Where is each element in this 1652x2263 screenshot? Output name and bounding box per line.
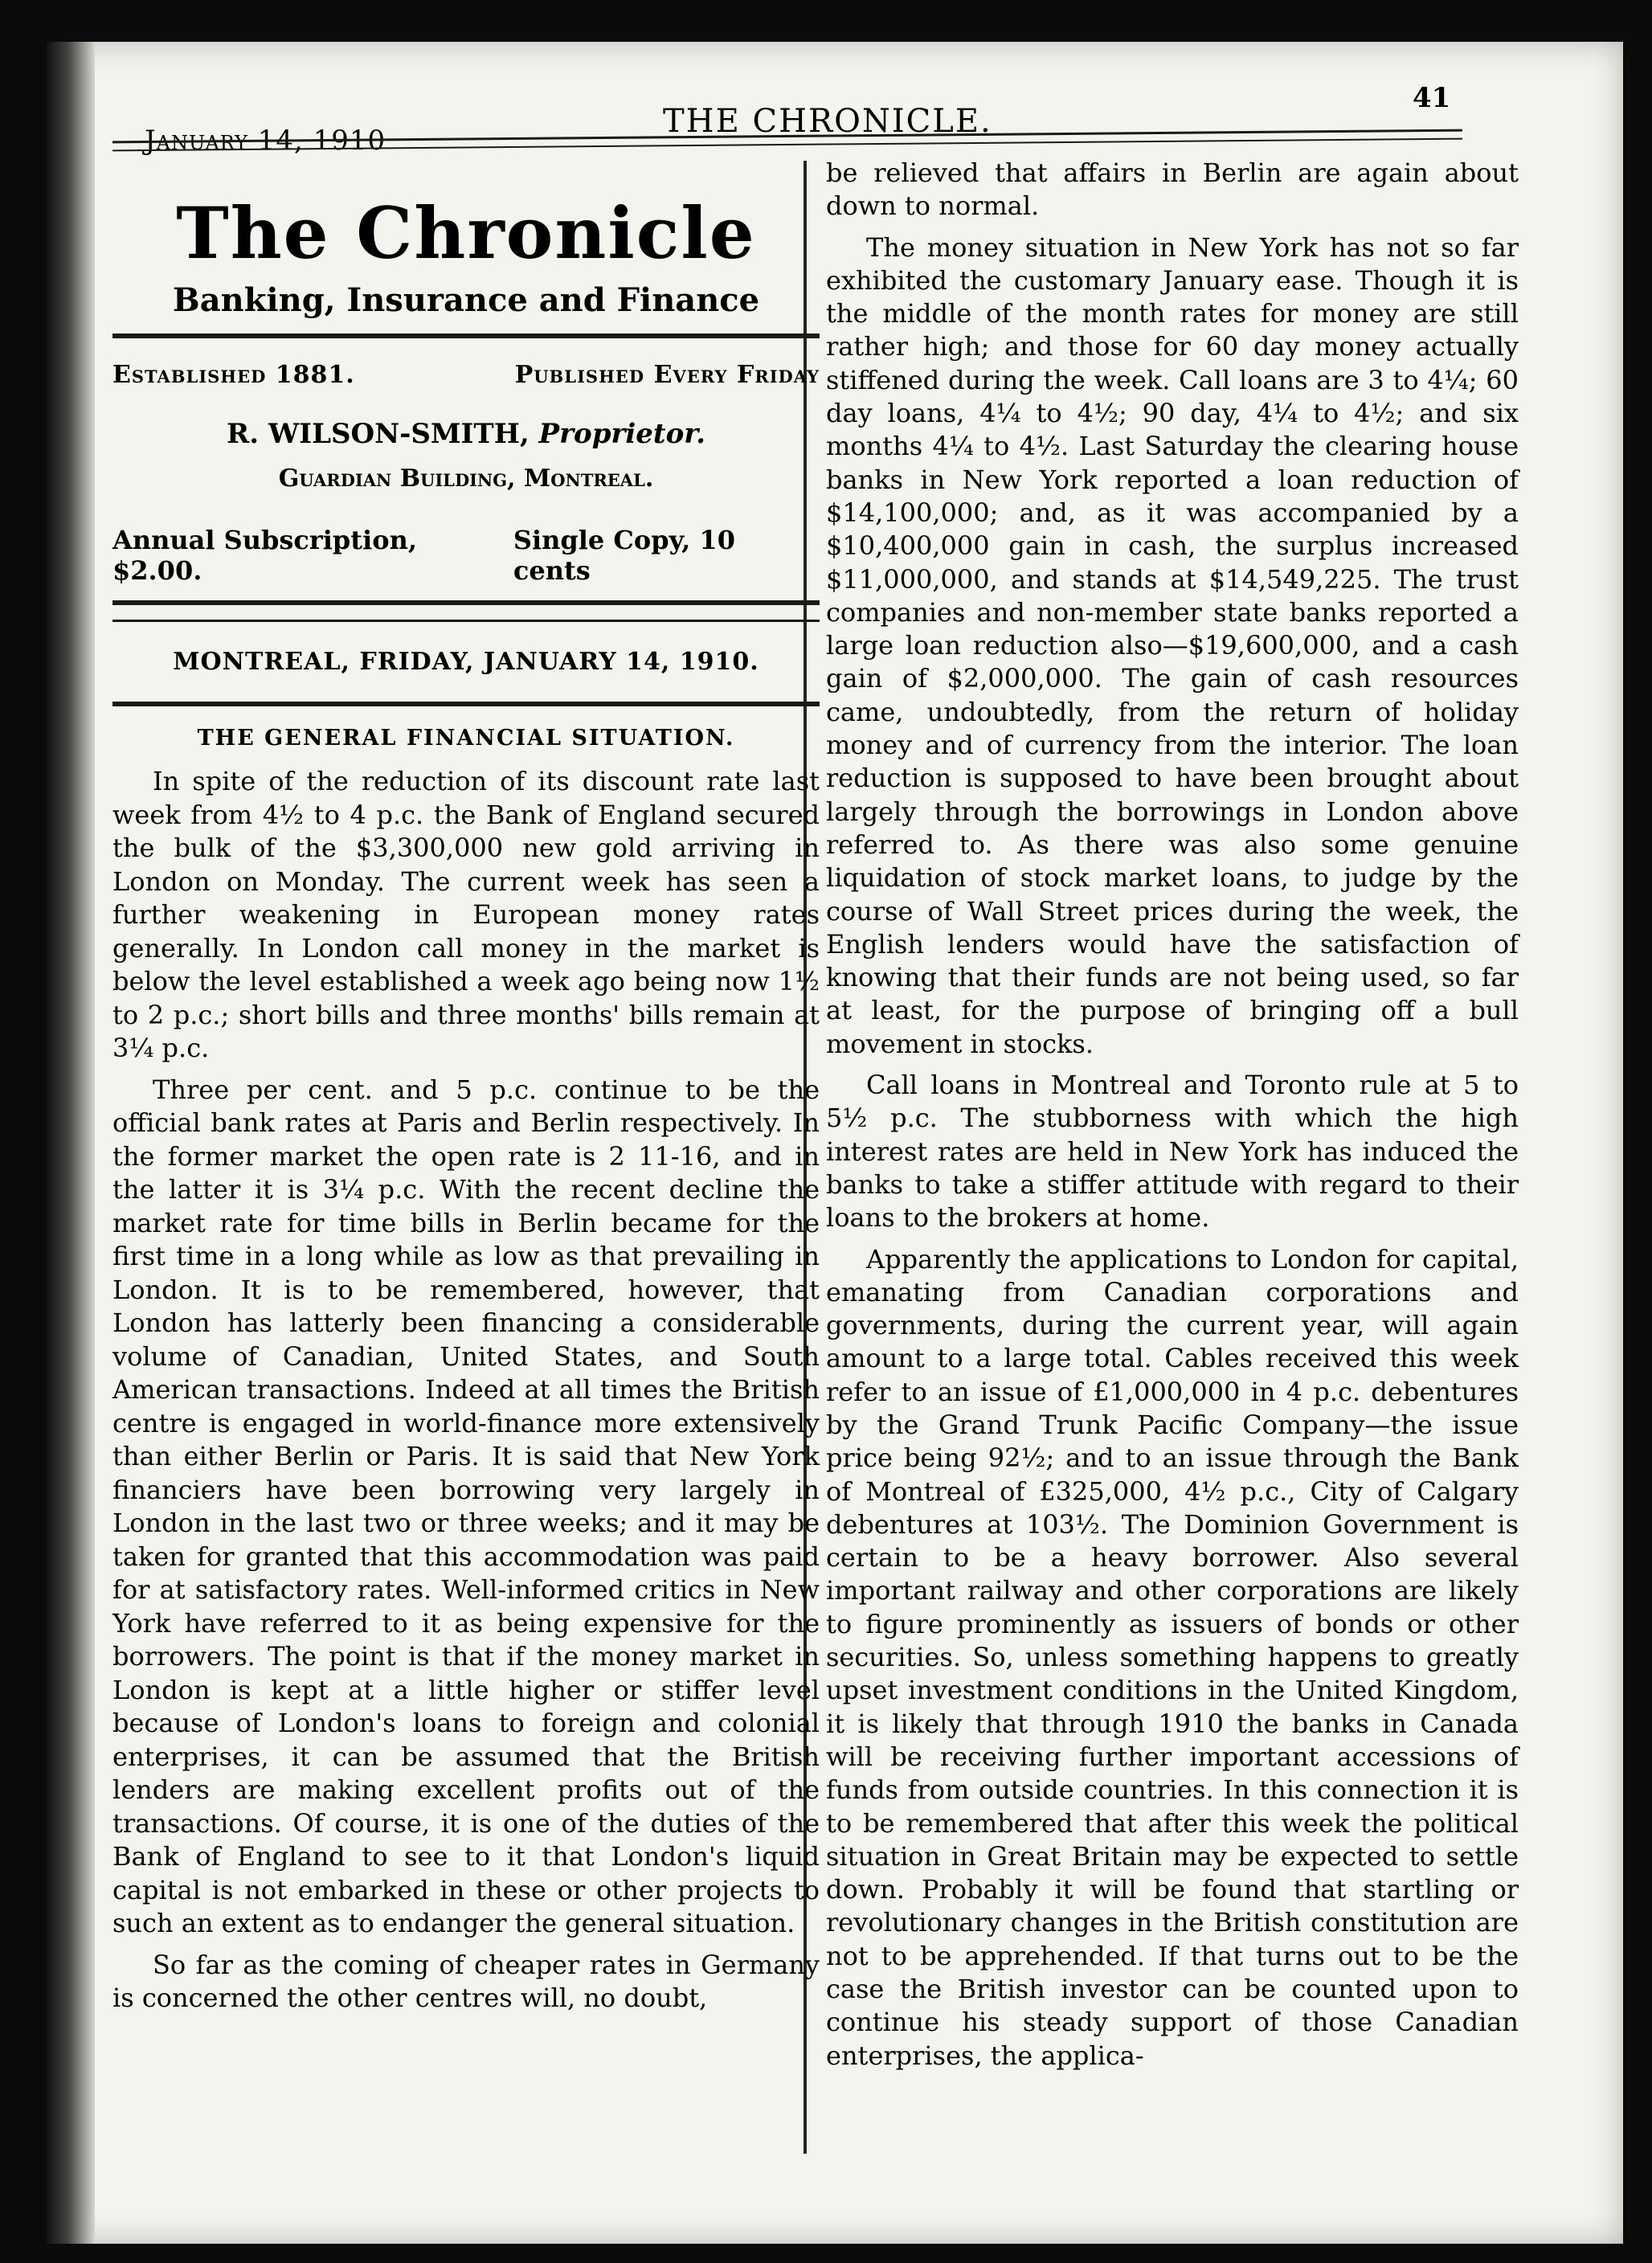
article-paragraph: In spite of the reduction of its discount rate last week from 4½ to 4 p.c. the Bank of England secured the bulk of the $3,300,000 new gold arriving in London on Monday. The current week has seen a further weakening in European money rates generally. In London call money in the market is below the level established a week ago being now 1½ to 2 p.c.; short bills and three months' bills remain at 3¼ p.c.: [112, 766, 820, 1063]
left-column: [112, 169, 820, 2178]
masthead-rule: [112, 334, 820, 338]
dateline-rule: [112, 702, 820, 706]
article-title: THE GENERAL FINANCIAL SITUATION.: [197, 726, 735, 751]
proprietor-name: R. WILSON-SMITH,: [227, 418, 530, 450]
single-copy-price: Single Copy, 10 cents: [513, 525, 735, 586]
article-paragraph: be relieved that affairs in Berlin are again about down to normal.: [826, 158, 1519, 222]
page-number: 41: [1413, 82, 1451, 114]
annual-subscription: Annual Subscription, $2.00.: [112, 525, 417, 586]
article-paragraph: The money situation in New York has not so far exhibited the customary January ease. Though it is the middle of the month rates for money are still rather high; and those for 60 day money actually stiffened during the week. Call loans are 3 to 4¼; 60 day loans, 4¼ to 4½; 90 day, 4¼ to 4½; and six months 4¼ to 4½. Last Saturday the clearing house banks in New York reported a loan reduction of $14,100,000; and, as it was accompanied by a $10,400,000 gain in cash, the surplus increased $11,000,000, and stands at $14,549,225. The trust companies and non-member state banks reported a large loan reduction also—$19,600,000, and a cash gain of $2,000,000. The gain of cash resources came, undoubtedly, from the return of holiday money and of currency from the interior. The loan reduction is supposed to have been brought about largely through the borrowings in London above referred to. As there was also some genuine liquidation of stock market loans, to judge by the course of Wall Street prices during the week, the English lenders would have the satisfaction of knowing that their funds are not being used, so far at least, for the purpose of bringing off a bull movement in stocks.: [826, 231, 1519, 1059]
header-title: THE CHRONICLE.: [663, 103, 992, 140]
masthead-name: The Chronicle: [176, 191, 756, 275]
proprietor-title: Proprietor.: [538, 418, 705, 450]
established-text: Established 1881.: [112, 361, 355, 389]
subscription-rule: [112, 600, 820, 605]
right-column: [804, 157, 1519, 2150]
article-paragraph: Apparently the applications to London for capital, emanating from Canadian corporations and governments, during the current year, will again amount to a large total. Cables received this week refer to an issue of £1,000,000 in 4 p.c. debentures by the Grand Trunk Pacific Company—the issue price being 92½; and to an issue through the Bank of Montreal of £325,000, 4½ p.c., City of Calgary debentures at 103½. The Dominion Government is certain to be a heavy borrower. Also several important railway and other corporations are likely to figure prominently as issuers of bonds or other securities. So, unless something happens to greatly upset investment conditions in the United Kingdom, it is likely that through 1910 the banks in Canada will be receiving further important accessions of funds from outside countries. In this connection it is to be remembered that after this week the political situation in Great Britain may be expected to settle down. Probably it will be found that startling or revolutionary changes in the British constitution are not to be apprehended. If that turns out to be the case the British investor can be counted upon to continue his steady support of those Canadian enterprises, the applica-: [826, 1243, 1519, 2071]
published-text: Published Every Friday: [514, 361, 820, 389]
header-date: January 14, 1910: [145, 125, 386, 157]
dateline: MONTREAL, FRIDAY, JANUARY 14, 1910.: [173, 648, 759, 676]
book-spine: [47, 42, 95, 2244]
masthead-subtitle: Banking, Insurance and Finance: [172, 281, 760, 319]
publication-line: [112, 353, 820, 397]
article-paragraph: So far as the coming of cheaper rates in Germany is concerned the other centres will, no doubt,: [112, 1949, 820, 2013]
subscription-rule-thin: [112, 620, 820, 622]
article-paragraph: Three per cent. and 5 p.c. continue to be the official bank rates at Paris and Berlin respectively. In the former market the open rate is 2 11-16, and in the latter it is 3¼ p.c. With the recent decline the market rate for time bills in Berlin became for the first time in a long while as low as that prevailing in London. It is to be remembered, however, that London has latterly been financing a considerable volume of Canadian, United States, and South American transactions. Indeed at all times the British centre is engaged in world-finance more extensively than either Berlin or Paris. It is said that New York financiers have been borrowing very largely in London in the last two or three weeks; and it may be taken for granted that this accommodation was paid for at satisfactory rates. Well-informed critics in New York have referred to it as being expensive for the borrowers. The point is that if the money market in London is kept at a little higher or stiffer level because of London's loans to foreign and colonial enterprises, it can be assumed that the British lenders are making excellent profits out of the transactions. Of course, it is one of the duties of the Bank of England to see to it that London's liquid capital is not embarked in these or other projects to such an extent as to endanger the general situation.: [112, 1074, 820, 1938]
proprietor-line: [112, 418, 820, 450]
address: Guardian Building, Montreal.: [278, 464, 654, 493]
article-paragraph: Call loans in Montreal and Toronto rule at 5 to 5½ p.c. The stubborness with which the high interest rates are held in New York has induced the banks to take a stiffer attitude with regard to their loans to the brokers at home.: [826, 1070, 1519, 1234]
subscription-line: [112, 525, 820, 586]
